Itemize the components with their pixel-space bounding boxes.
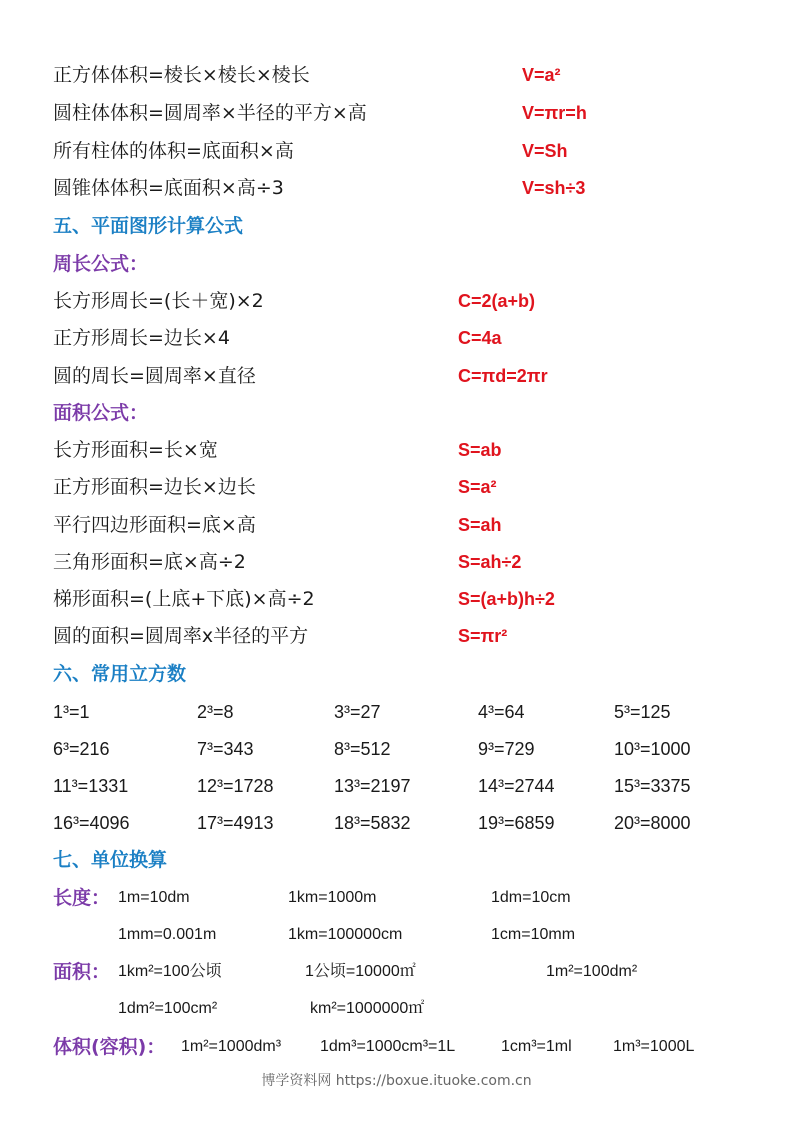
- formula-expression: S=ah: [458, 515, 502, 535]
- cube-value: 20³=8000: [614, 813, 691, 833]
- unit-conversion: 1mm=0.001m: [118, 926, 217, 943]
- cube-row: [0, 700, 793, 737]
- sub-heading-perimeter: 周长公式：: [53, 253, 149, 275]
- formula-expression: S=ah÷2: [458, 552, 522, 572]
- unit-label-length: 长度：: [53, 887, 111, 909]
- formula-description: 圆锥体体积=底面积×高÷3: [53, 177, 284, 199]
- unit-label-area: 面积：: [53, 961, 111, 983]
- formula-expression: V=πr=h: [522, 103, 587, 123]
- cube-value: 12³=1728: [197, 776, 274, 796]
- formula-description: 圆的周长=圆周率×直径: [53, 365, 256, 387]
- unit-conversion: 1m=10dm: [118, 889, 190, 906]
- footer-watermark: 博学资料网 https://boxue.ituoke.com.cn: [261, 1073, 532, 1089]
- unit-conversion: 1dm²=100cm²: [118, 1000, 218, 1017]
- formula-row: [0, 139, 793, 176]
- formula-description: 圆的面积=圆周率x半径的平方: [53, 625, 309, 647]
- formula-row: [0, 176, 793, 213]
- cube-value: 19³=6859: [478, 813, 555, 833]
- cube-value: 7³=343: [197, 739, 254, 759]
- formula-expression: V=Sh: [522, 141, 568, 161]
- cube-value: 9³=729: [478, 739, 535, 759]
- cube-value: 17³=4913: [197, 813, 274, 833]
- formula-description: 正方形面积=边长×边长: [53, 476, 256, 498]
- formula-description: 所有柱体的体积=底面积×高: [53, 140, 294, 162]
- cube-value: 11³=1331: [53, 776, 129, 796]
- formula-row: [0, 63, 793, 100]
- unit-label-volume: 体积(容积)：: [53, 1036, 166, 1058]
- cube-row: [0, 811, 793, 848]
- cube-value: 5³=125: [614, 702, 671, 722]
- formula-description: 平行四边形面积=底×高: [53, 514, 256, 536]
- unit-row-length-2: [0, 923, 793, 960]
- cube-value: 16³=4096: [53, 813, 130, 833]
- unit-row-area-1: [0, 960, 793, 997]
- unit-row-length-1: [0, 886, 793, 923]
- formula-description: 三角形面积=底×高÷2: [53, 551, 246, 573]
- formula-row: [0, 438, 793, 475]
- formula-expression: S=(a+b)h÷2: [458, 589, 555, 609]
- formula-row: [0, 326, 793, 363]
- unit-conversion: 1km=1000m: [288, 889, 377, 906]
- unit-conversion: 1公顷=10000㎡: [305, 963, 416, 980]
- formula-expression: S=ab: [458, 440, 502, 460]
- unit-conversion: km²=1000000㎡: [310, 1000, 425, 1017]
- section-title: 五、平面图形计算公式: [53, 215, 244, 237]
- cube-value: 13³=2197: [334, 776, 411, 796]
- unit-conversion: 1km²=100公顷: [118, 963, 222, 980]
- cube-value: 6³=216: [53, 739, 110, 759]
- unit-row-volume: [0, 1035, 793, 1072]
- cube-value: 3³=27: [334, 702, 381, 722]
- formula-row: [0, 289, 793, 326]
- unit-conversion: 1cm³=1ml: [501, 1038, 572, 1055]
- cube-value: 1³=1: [53, 702, 90, 722]
- unit-conversion: 1cm=10mm: [491, 926, 576, 943]
- unit-conversion: 1m³=1000L: [613, 1038, 695, 1055]
- formula-row: [0, 624, 793, 661]
- cube-value: 15³=3375: [614, 776, 691, 796]
- section-title: 七、单位换算: [53, 849, 168, 871]
- formula-description: 长方形周长=(长＋宽)×2: [53, 290, 264, 312]
- formula-description: 正方体体积=棱长×棱长×棱长: [53, 64, 310, 86]
- unit-row-area-2: [0, 997, 793, 1034]
- formula-expression: V=a²: [522, 65, 561, 85]
- formula-description: 正方形周长=边长×4: [53, 327, 230, 349]
- cube-value: 8³=512: [334, 739, 391, 759]
- formula-description: 圆柱体体积=圆周率×半径的平方×高: [53, 102, 367, 124]
- formula-expression: C=πd=2πr: [458, 366, 548, 386]
- formula-expression: C=2(a+b): [458, 291, 536, 311]
- unit-conversion: 1m²=100dm²: [546, 963, 638, 980]
- cube-value: 10³=1000: [614, 739, 691, 759]
- formula-row: [0, 587, 793, 624]
- formula-row: [0, 101, 793, 138]
- formula-expression: C=4a: [458, 328, 502, 348]
- cube-row: [0, 737, 793, 774]
- formula-row: [0, 364, 793, 401]
- cube-value: 4³=64: [478, 702, 525, 722]
- unit-conversion: 1km=100000cm: [288, 926, 403, 943]
- cube-value: 14³=2744: [478, 776, 555, 796]
- formula-description: 长方形面积=长×宽: [53, 439, 218, 461]
- unit-conversion: 1dm³=1000cm³=1L: [320, 1038, 456, 1055]
- cube-row: [0, 774, 793, 811]
- formula-row: [0, 550, 793, 587]
- formula-expression: S=a²: [458, 477, 497, 497]
- formula-expression: V=sh÷3: [522, 178, 586, 198]
- cube-value: 2³=8: [197, 702, 234, 722]
- section-title: 六、常用立方数: [53, 663, 187, 685]
- unit-conversion: 1dm=10cm: [491, 889, 571, 906]
- formula-row: [0, 513, 793, 550]
- formula-row: [0, 475, 793, 512]
- sub-heading-area: 面积公式：: [53, 402, 149, 424]
- formula-description: 梯形面积=(上底+下底)×高÷2: [53, 588, 315, 610]
- formula-expression: S=πr²: [458, 626, 508, 646]
- cube-value: 18³=5832: [334, 813, 411, 833]
- unit-conversion: 1m²=1000dm³: [181, 1038, 282, 1055]
